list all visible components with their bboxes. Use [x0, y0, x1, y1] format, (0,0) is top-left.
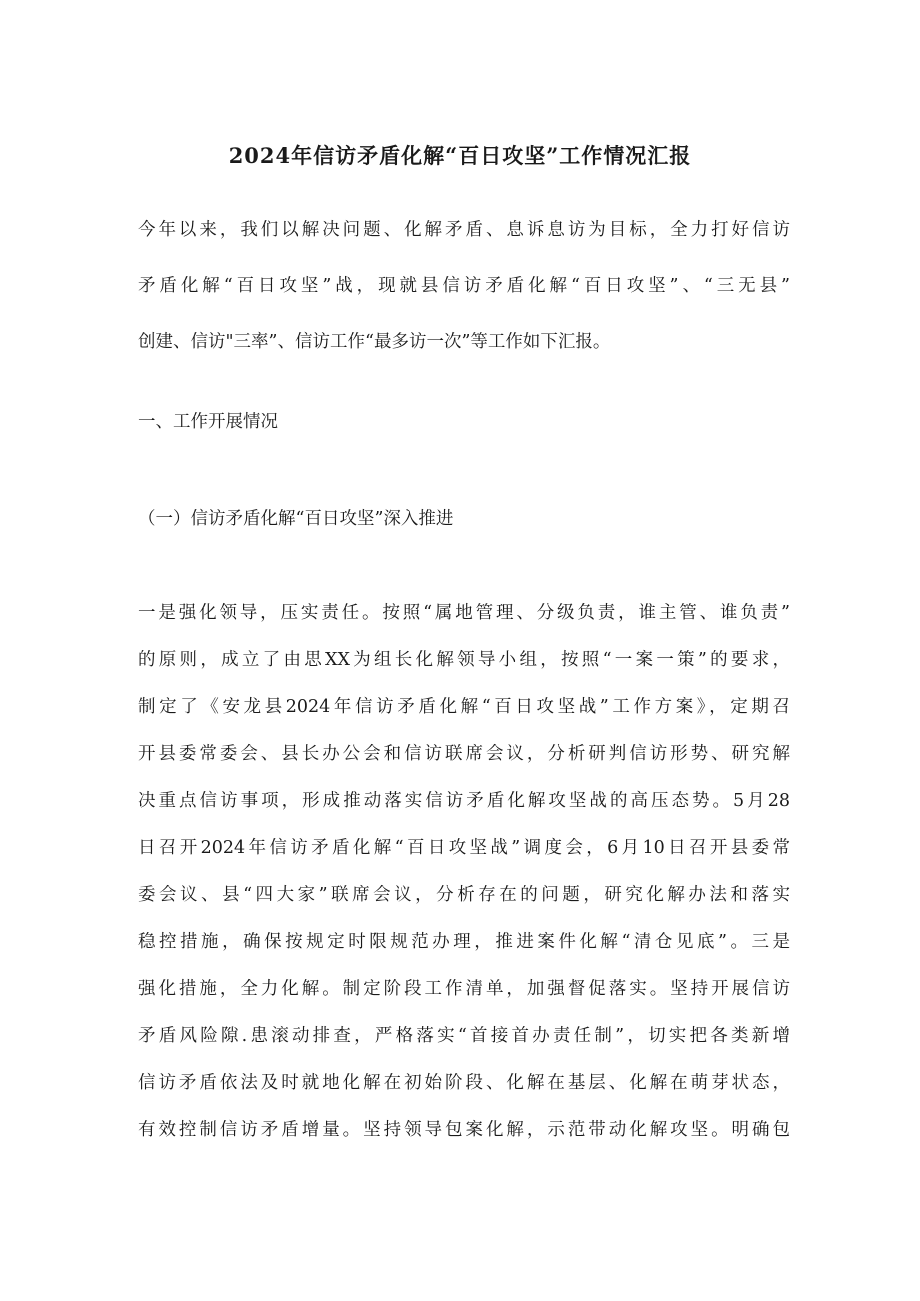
- body-line: 委会议、县“四大家”联席会议，分析存在的问题，研究化解办法和落实: [138, 885, 790, 905]
- intro-line: 今年以来，我们以解决问题、化解矛盾、息诉息访为目标，全力打好信访: [138, 220, 790, 240]
- body-line: 稳控措施，确保按规定时限规范办理，推进案件化解“清仓见底”。三是: [138, 932, 790, 952]
- body-line: 有效控制信访矛盾增量。坚持领导包案化解，示范带动化解攻坚。明确包: [138, 1120, 790, 1140]
- body-line: 决重点信访事项，形成推动落实信访矛盾化解攻坚战的高压态势。5月28: [138, 791, 790, 811]
- section-heading: 一、工作开展情况: [138, 412, 278, 432]
- body-line: 制定了《安龙县2024年信访矛盾化解“百日攻坚战”工作方案》，定期召: [138, 697, 790, 717]
- body-line: 强化措施，全力化解。制定阶段工作清单，加强督促落实。坚持开展信访: [138, 979, 790, 999]
- body-line: 矛盾风险隙.患滚动排查，严格落实“首接首办责任制”，切实把各类新增: [138, 1026, 790, 1046]
- body-line: 日召开2024年信访矛盾化解“百日攻坚战”调度会，6月10日召开县委常: [138, 838, 790, 858]
- body-line: 开县委常委会、县长办公会和信访联席会议，分析研判信访形势、研究解: [138, 744, 790, 764]
- body-line: 信访矛盾依法及时就地化解在初始阶段、化解在基层、化解在萌芽状态，: [138, 1073, 790, 1093]
- body-paragraph: [138, 597, 790, 1146]
- intro-line: 创建、信访"三率”、信访工作“最多访一次”等工作如下汇报。: [138, 332, 611, 352]
- body-line: 的原则，成立了由思XX为组长化解领导小组，按照“一案一策”的要求，: [138, 650, 790, 670]
- intro-paragraph: [138, 214, 790, 358]
- document-title: 2024年信访矛盾化解“百日攻坚”工作情况汇报: [228, 143, 692, 168]
- subsection-heading: （一）信访矛盾化解“百日攻坚”深入推进: [138, 509, 454, 529]
- intro-line: 矛盾化解“百日攻坚”战，现就县信访矛盾化解“百日攻坚”、“三无县”: [138, 276, 790, 296]
- body-line: 一是强化领导，压实责任。按照“属地管理、分级负责，谁主管、谁负责”: [138, 603, 790, 623]
